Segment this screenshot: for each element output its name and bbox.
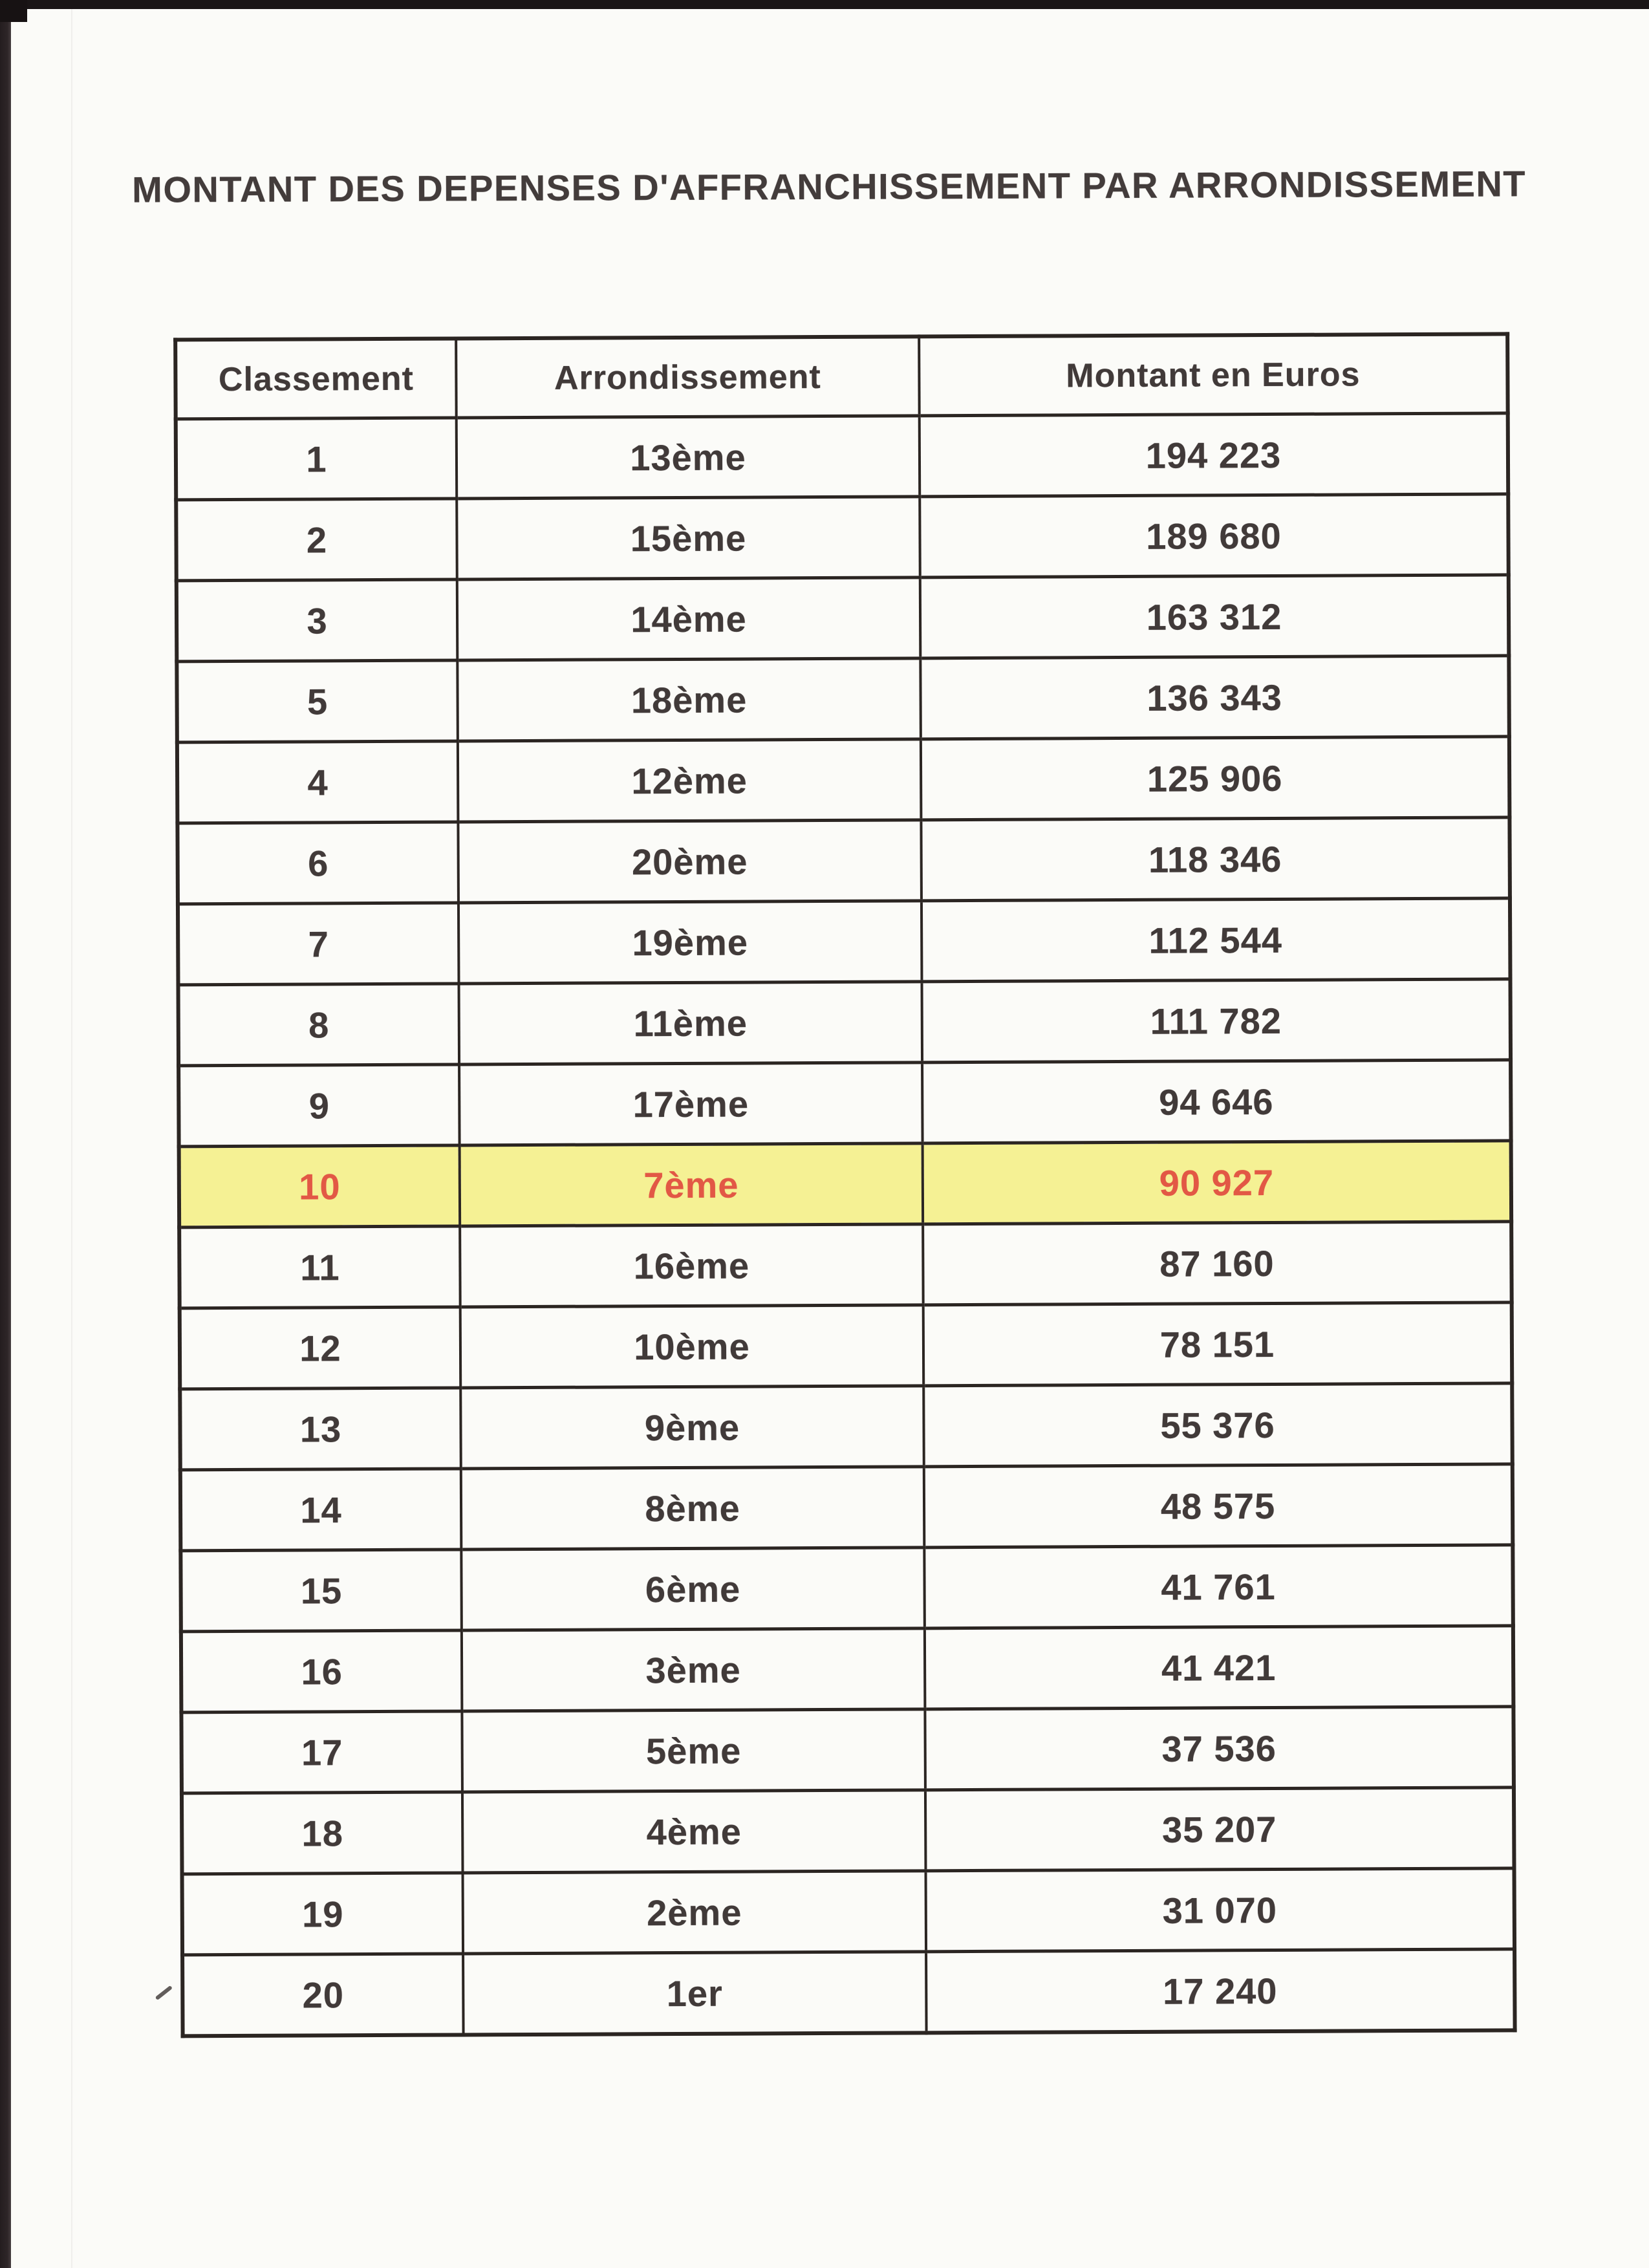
table-header [175,334,1508,418]
cell-arrondissement: 2ème [463,1871,927,1954]
cell-montant: 194 223 [920,413,1509,497]
table-row [178,979,1511,1066]
cell-classement: 13 [180,1388,461,1470]
table-row [180,1302,1513,1389]
cell-classement: 18 [182,1792,463,1874]
expenses-table [173,332,1516,2038]
table-row [178,1060,1511,1147]
header-arrondissement: Arrondissement [456,336,920,418]
cell-montant: 111 782 [922,979,1511,1063]
cell-classement: 10 [179,1145,460,1227]
cell-classement: 11 [179,1226,460,1308]
cell-montant: 41 421 [925,1626,1514,1709]
table-row [180,1464,1513,1551]
table-row [179,1222,1512,1308]
table-row [177,737,1510,823]
cell-montant: 31 070 [926,1868,1515,1952]
cell-classement: 14 [180,1469,462,1551]
cell-montant: 87 160 [923,1222,1512,1305]
cell-arrondissement: 14ème [457,578,921,660]
cell-classement: 9 [178,1064,460,1147]
cell-classement: 12 [180,1307,461,1389]
cell-classement: 15 [180,1550,462,1632]
table-row-highlighted [179,1141,1512,1227]
cell-classement: 6 [177,822,458,904]
cell-arrondissement: 4ème [462,1790,926,1873]
header-classement: Classement [175,338,457,418]
scan-mark [155,1985,173,2000]
document-title: MONTANT DES DEPENSES D'AFFRANCHISSEMENT PAR ARRONDISSEMENT [132,163,1527,210]
cell-montant: 90 927 [923,1141,1512,1224]
cell-classement: 4 [177,741,458,823]
table-row [181,1626,1514,1712]
table-row [177,575,1509,662]
cell-arrondissement: 6ème [461,1548,925,1630]
cell-montant: 35 207 [925,1787,1514,1871]
scan-edge-left [0,0,11,2268]
cell-montant: 136 343 [920,656,1509,739]
cell-arrondissement: 13ème [457,416,920,499]
cell-montant: 112 544 [921,898,1511,982]
cell-montant: 37 536 [925,1707,1514,1790]
cell-classement: 7 [178,903,459,985]
cell-montant: 78 151 [923,1302,1513,1386]
table-row [182,1949,1515,2036]
cell-arrondissement: 1er [463,1952,927,2035]
cell-classement: 16 [181,1630,462,1712]
cell-arrondissement: 7ème [460,1143,923,1226]
cell-classement: 5 [177,660,458,742]
table-row [182,1787,1514,1874]
cell-classement: 20 [182,1954,464,2036]
cell-classement: 2 [176,499,457,581]
cell-montant: 118 346 [921,817,1510,901]
cell-montant: 55 376 [923,1383,1513,1467]
cell-arrondissement: 17ème [459,1063,923,1145]
table-row [181,1707,1514,1793]
cell-montant: 41 761 [924,1545,1513,1628]
cell-montant: 163 312 [920,575,1509,658]
table-row [180,1545,1513,1632]
cell-arrondissement: 5ème [462,1709,925,1792]
table-row [176,494,1509,581]
cell-arrondissement: 3ème [462,1628,925,1711]
cell-classement: 19 [182,1873,464,1955]
cell-arrondissement: 20ème [458,820,921,903]
table-row [180,1383,1513,1470]
cell-arrondissement: 11ème [459,982,923,1064]
scan-edge-top [0,0,1649,9]
cell-arrondissement: 10ème [460,1305,924,1388]
table-body [176,413,1515,2036]
cell-montant: 48 575 [924,1464,1513,1548]
table-row [177,656,1509,742]
cell-classement: 3 [177,579,458,662]
cell-arrondissement: 16ème [460,1224,923,1307]
cell-montant: 17 240 [926,1949,1515,2033]
table-row [178,898,1511,985]
header-row [175,334,1508,418]
header-montant: Montant en Euros [919,334,1508,415]
table-row [177,817,1510,904]
cell-arrondissement: 9ème [460,1386,924,1469]
cell-arrondissement: 8ème [461,1467,925,1550]
cell-classement: 1 [176,418,457,500]
cell-montant: 125 906 [921,737,1510,820]
cell-montant: 94 646 [922,1060,1511,1143]
cell-arrondissement: 15ème [457,497,920,579]
cell-arrondissement: 19ème [458,901,922,984]
scan-corner [0,0,27,22]
cell-arrondissement: 18ème [457,658,921,741]
table-row [182,1868,1515,1955]
cell-classement: 17 [181,1711,462,1793]
cell-montant: 189 680 [920,494,1509,578]
table-row [176,413,1509,500]
cell-classement: 8 [178,984,460,1066]
cell-arrondissement: 12ème [458,739,921,822]
